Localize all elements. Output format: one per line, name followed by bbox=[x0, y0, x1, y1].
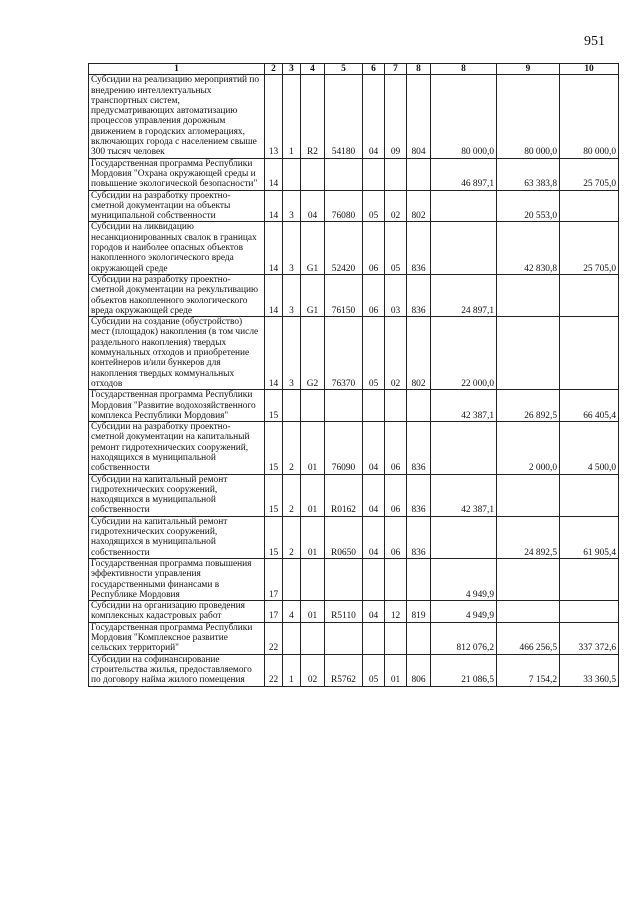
row-code: 836 bbox=[407, 222, 431, 274]
row-code bbox=[283, 158, 301, 190]
row-code: 2 bbox=[283, 422, 301, 474]
row-code bbox=[407, 622, 431, 654]
row-code: 12 bbox=[385, 601, 407, 623]
header-cell: 9 bbox=[497, 64, 560, 75]
row-code: 06 bbox=[363, 274, 385, 316]
row-code: 14 bbox=[265, 274, 283, 316]
row-name: Государственная программа Республики Мордовия "Комплексное развитие сельских территорий" bbox=[89, 622, 265, 654]
header-cell: 3 bbox=[283, 64, 301, 75]
row-code: 22 bbox=[265, 654, 283, 686]
row-code: 836 bbox=[407, 474, 431, 516]
row-code bbox=[363, 390, 385, 422]
row-amount: 25 705,0 bbox=[560, 158, 619, 190]
row-code: 05 bbox=[385, 222, 407, 274]
table-row bbox=[89, 474, 619, 516]
row-code: R0650 bbox=[325, 516, 363, 558]
row-code: 06 bbox=[385, 516, 407, 558]
row-name: Государственная программа Республики Мордовия "Охрана окружающей среды и повышение экологической безопасности" bbox=[89, 158, 265, 190]
row-code: 15 bbox=[265, 474, 283, 516]
row-code: 02 bbox=[385, 317, 407, 390]
table-row bbox=[89, 390, 619, 422]
row-name: Субсидии на организацию проведения комплексных кадастровых работ bbox=[89, 601, 265, 623]
row-amount bbox=[431, 190, 497, 222]
row-code: 836 bbox=[407, 516, 431, 558]
table-row bbox=[89, 601, 619, 623]
row-code: 01 bbox=[301, 422, 325, 474]
header-cell: 4 bbox=[301, 64, 325, 75]
row-amount: 26 892,5 bbox=[497, 390, 560, 422]
row-code bbox=[325, 622, 363, 654]
header-cell: 7 bbox=[385, 64, 407, 75]
row-amount bbox=[560, 274, 619, 316]
row-amount: 80 000,0 bbox=[497, 75, 560, 158]
row-name: Субсидии на софинансирование строительства жилья, предоставляемого по договору найма жилого помещения bbox=[89, 654, 265, 686]
page-number: 951 bbox=[584, 34, 605, 49]
row-code: 1 bbox=[283, 654, 301, 686]
row-code: 836 bbox=[407, 422, 431, 474]
row-code: 3 bbox=[283, 274, 301, 316]
row-code: 54180 bbox=[325, 75, 363, 158]
table-row bbox=[89, 622, 619, 654]
row-amount: 20 553,0 bbox=[497, 190, 560, 222]
row-code: R2 bbox=[301, 75, 325, 158]
row-name: Субсидии на разработку проектно-сметной документации на капитальный ремонт гидротехнических сооружений, находящихся в муниципальной собственности bbox=[89, 422, 265, 474]
row-code: 17 bbox=[265, 558, 283, 600]
row-code bbox=[283, 622, 301, 654]
row-amount bbox=[560, 474, 619, 516]
row-code bbox=[407, 158, 431, 190]
row-amount: 33 360,5 bbox=[560, 654, 619, 686]
table-row bbox=[89, 422, 619, 474]
row-code: 15 bbox=[265, 390, 283, 422]
table-row bbox=[89, 654, 619, 686]
row-code bbox=[283, 558, 301, 600]
row-code bbox=[363, 622, 385, 654]
row-name: Субсидии на капитальный ремонт гидротехнических сооружений, находящихся в муниципальной собственности bbox=[89, 474, 265, 516]
row-code: 52420 bbox=[325, 222, 363, 274]
row-amount bbox=[431, 222, 497, 274]
row-code bbox=[325, 158, 363, 190]
header-cell: 1 bbox=[89, 64, 265, 75]
row-amount: 42 387,1 bbox=[431, 390, 497, 422]
row-amount: 4 949,9 bbox=[431, 601, 497, 623]
row-code bbox=[301, 622, 325, 654]
row-code bbox=[301, 390, 325, 422]
header-cell: 10 bbox=[560, 64, 619, 75]
row-code: 806 bbox=[407, 654, 431, 686]
row-code bbox=[363, 158, 385, 190]
row-amount: 46 897,1 bbox=[431, 158, 497, 190]
row-amount: 61 905,4 bbox=[560, 516, 619, 558]
row-code: 06 bbox=[385, 474, 407, 516]
row-code: 14 bbox=[265, 222, 283, 274]
row-amount: 63 383,8 bbox=[497, 158, 560, 190]
row-amount bbox=[560, 190, 619, 222]
row-code: 05 bbox=[363, 190, 385, 222]
row-name: Субсидии на разработку проектно-сметной документации на объекты муниципальной собственности bbox=[89, 190, 265, 222]
row-code bbox=[283, 390, 301, 422]
row-amount: 24 892,5 bbox=[497, 516, 560, 558]
row-code: 02 bbox=[385, 190, 407, 222]
row-amount: 812 076,2 bbox=[431, 622, 497, 654]
row-amount bbox=[497, 317, 560, 390]
row-name: Государственная программа повышения эффективности управления государственными финансами в Республике Мордовия bbox=[89, 558, 265, 600]
header-cell: 8 bbox=[431, 64, 497, 75]
row-amount: 80 000,0 bbox=[431, 75, 497, 158]
row-code: 22 bbox=[265, 622, 283, 654]
row-code: 01 bbox=[301, 516, 325, 558]
row-code: 04 bbox=[363, 474, 385, 516]
table-row bbox=[89, 558, 619, 600]
row-code: 76370 bbox=[325, 317, 363, 390]
row-name: Субсидии на реализацию мероприятий по внедрению интеллектуальных транспортных систем, предусматривающих автоматизацию процессов управления дорожным движением в городских агломерациях, включающих города с населением свыше 300 тысяч человек bbox=[89, 75, 265, 158]
row-amount: 25 705,0 bbox=[560, 222, 619, 274]
budget-table bbox=[88, 63, 619, 687]
row-amount: 22 000,0 bbox=[431, 317, 497, 390]
header-row bbox=[89, 64, 619, 75]
row-name: Субсидии на капитальный ремонт гидротехнических сооружений, находящихся в муниципальной собственности bbox=[89, 516, 265, 558]
row-code: 3 bbox=[283, 317, 301, 390]
row-amount: 66 405,4 bbox=[560, 390, 619, 422]
row-code: 14 bbox=[265, 317, 283, 390]
row-code bbox=[325, 558, 363, 600]
row-name: Субсидии на разработку проектно-сметной документации на рекультивацию объектов накопленного экологического вреда окружающей среде bbox=[89, 274, 265, 316]
row-code: 04 bbox=[363, 422, 385, 474]
row-code: 17 bbox=[265, 601, 283, 623]
row-code bbox=[325, 390, 363, 422]
row-amount: 21 086,5 bbox=[431, 654, 497, 686]
row-name: Субсидии на создание (обустройство) мест (площадок) накопления (в том числе раздельного накопления) твердых коммунальных отходов и приобретение контейнеров и/или бункеров для накопления твердых коммунальных отходов bbox=[89, 317, 265, 390]
row-code bbox=[385, 622, 407, 654]
row-code bbox=[385, 558, 407, 600]
row-amount bbox=[431, 422, 497, 474]
row-code bbox=[385, 158, 407, 190]
row-code: 05 bbox=[363, 317, 385, 390]
row-code: 4 bbox=[283, 601, 301, 623]
row-code: 2 bbox=[283, 516, 301, 558]
row-name: Государственная программа Республики Мордовия "Развитие водохозяйственного комплекса Республики Мордовия" bbox=[89, 390, 265, 422]
table-row bbox=[89, 274, 619, 316]
row-code: 04 bbox=[363, 601, 385, 623]
row-amount bbox=[497, 558, 560, 600]
row-amount bbox=[497, 474, 560, 516]
row-code: 1 bbox=[283, 75, 301, 158]
row-code bbox=[407, 558, 431, 600]
row-amount: 466 256,5 bbox=[497, 622, 560, 654]
row-code: 03 bbox=[385, 274, 407, 316]
header-cell: 5 bbox=[325, 64, 363, 75]
row-code bbox=[301, 158, 325, 190]
row-code: 804 bbox=[407, 75, 431, 158]
row-code: 04 bbox=[301, 190, 325, 222]
row-code: 76090 bbox=[325, 422, 363, 474]
row-code: R5762 bbox=[325, 654, 363, 686]
row-code: R0162 bbox=[325, 474, 363, 516]
row-code: 76150 bbox=[325, 274, 363, 316]
row-code: 01 bbox=[301, 601, 325, 623]
row-code: 04 bbox=[363, 75, 385, 158]
row-amount: 2 000,0 bbox=[497, 422, 560, 474]
row-code: 3 bbox=[283, 190, 301, 222]
row-amount bbox=[560, 317, 619, 390]
row-code: 3 bbox=[283, 222, 301, 274]
header-cell: 8 bbox=[407, 64, 431, 75]
row-amount: 42 387,1 bbox=[431, 474, 497, 516]
row-code: 802 bbox=[407, 190, 431, 222]
row-code: 05 bbox=[363, 654, 385, 686]
row-code: 13 bbox=[265, 75, 283, 158]
row-amount bbox=[497, 601, 560, 623]
row-code: 2 bbox=[283, 474, 301, 516]
row-amount bbox=[431, 516, 497, 558]
row-code: 14 bbox=[265, 190, 283, 222]
table-row bbox=[89, 222, 619, 274]
header-cell: 2 bbox=[265, 64, 283, 75]
table-row bbox=[89, 516, 619, 558]
row-name: Субсидии на ликвидацию несанкционированных свалок в границах городов и наиболее опасных объектов накопленного экологического вреда окружающей среде bbox=[89, 222, 265, 274]
row-code: 01 bbox=[301, 474, 325, 516]
row-amount: 7 154,2 bbox=[497, 654, 560, 686]
row-code: 14 bbox=[265, 158, 283, 190]
row-amount bbox=[497, 274, 560, 316]
row-code: G2 bbox=[301, 317, 325, 390]
row-amount: 4 500,0 bbox=[560, 422, 619, 474]
row-code bbox=[363, 558, 385, 600]
row-amount: 4 949,9 bbox=[431, 558, 497, 600]
row-amount bbox=[560, 558, 619, 600]
row-code: 802 bbox=[407, 317, 431, 390]
row-code bbox=[301, 558, 325, 600]
row-code: 04 bbox=[363, 516, 385, 558]
row-amount: 337 372,6 bbox=[560, 622, 619, 654]
row-code: G1 bbox=[301, 274, 325, 316]
row-code: 06 bbox=[385, 422, 407, 474]
row-code: G1 bbox=[301, 222, 325, 274]
row-code: 06 bbox=[363, 222, 385, 274]
row-code: 01 bbox=[385, 654, 407, 686]
row-code: 836 bbox=[407, 274, 431, 316]
table-row bbox=[89, 75, 619, 158]
row-amount: 24 897,1 bbox=[431, 274, 497, 316]
table-row bbox=[89, 190, 619, 222]
row-code bbox=[407, 390, 431, 422]
row-code: R5110 bbox=[325, 601, 363, 623]
table-row bbox=[89, 158, 619, 190]
row-amount: 42 830,8 bbox=[497, 222, 560, 274]
row-code bbox=[385, 390, 407, 422]
row-code: 76080 bbox=[325, 190, 363, 222]
row-code: 15 bbox=[265, 422, 283, 474]
header-cell: 6 bbox=[363, 64, 385, 75]
row-code: 09 bbox=[385, 75, 407, 158]
table-row bbox=[89, 317, 619, 390]
row-code: 15 bbox=[265, 516, 283, 558]
row-amount: 80 000,0 bbox=[560, 75, 619, 158]
row-amount bbox=[560, 601, 619, 623]
row-code: 02 bbox=[301, 654, 325, 686]
row-code: 819 bbox=[407, 601, 431, 623]
